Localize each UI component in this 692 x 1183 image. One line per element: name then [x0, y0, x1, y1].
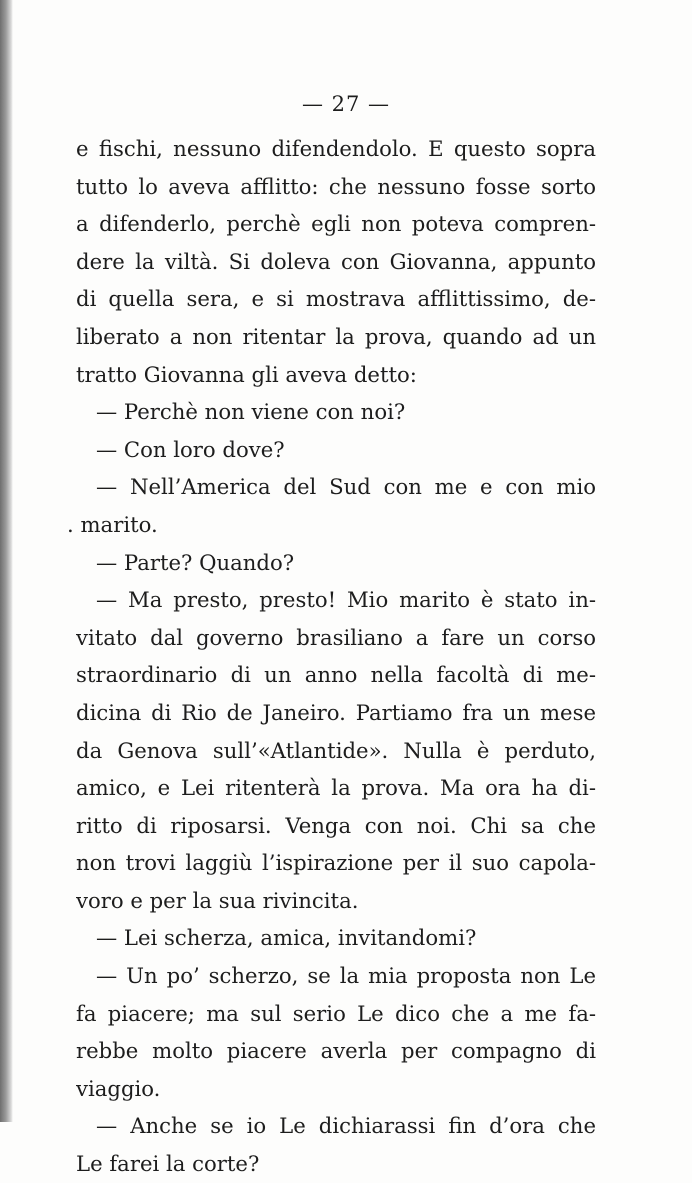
dialogue-line: — Nell’America del Sud con me e con mio: [96, 474, 596, 500]
text-line: vitato dal governo brasiliano a fare un corso: [76, 624, 596, 650]
text-line: viaggio.: [76, 1075, 161, 1101]
text-line: rebbe molto piacere averla per compagno di: [76, 1038, 596, 1064]
text-line: dicina di Rio de Janeiro. Partiamo fra un mese: [76, 699, 596, 725]
text-line: liberato a non ritentar la prova, quando ad un: [76, 323, 596, 349]
text-line: a difenderlo, perchè egli non poteva compren-: [76, 211, 596, 237]
dialogue-line: — Lei scherza, amica, invitandomi?: [96, 925, 477, 951]
dialogue-line: — Perchè non viene con noi?: [96, 399, 406, 425]
page-number: — 27 —: [301, 92, 391, 116]
text-line: straordinario di un anno nella facoltà di me-: [76, 662, 596, 688]
text-line: non trovi laggiù l’ispirazione per il suo capola-: [76, 850, 596, 876]
text-line: tratto Giovanna gli aveva detto:: [76, 361, 417, 387]
text-line: tutto lo aveva afflitto: che nessuno fosse sorto: [76, 173, 596, 199]
text-line: ritto di riposarsi. Venga con noi. Chi sa che: [76, 812, 596, 838]
dialogue-line: — Un po’ scherzo, se la mia proposta non Le: [96, 963, 596, 989]
text-line: amico, e Lei ritenterà la prova. Ma ora ha di-: [76, 775, 596, 801]
dialogue-line: — Anche se io Le dichiarassi fin d’ora che: [96, 1113, 596, 1139]
body-text: [67, 130, 596, 1183]
text-line: dere la viltà. Si doleva con Giovanna, appunto: [76, 248, 596, 274]
text-line: di quella sera, e si mostrava afflittissimo, de-: [76, 286, 596, 312]
text-line: fa piacere; ma sul serio Le dico che a me fa-: [76, 1000, 596, 1026]
text-line: voro e per la sua rivincita.: [76, 887, 359, 913]
dialogue-line: — Con loro dove?: [96, 436, 285, 462]
text-line: Le farei la corte?: [76, 1151, 260, 1177]
page-binding-edge: [0, 0, 13, 1122]
text-line: da Genova sull’«Atlantide». Nulla è perduto,: [76, 737, 596, 763]
dialogue-line: — Parte? Quando?: [96, 549, 295, 575]
text-line: e fischi, nessuno difendendolo. E questo sopra: [76, 136, 596, 161]
dialogue-line: — Ma presto, presto! Mio marito è stato in-: [96, 587, 596, 613]
text-line: . marito.: [67, 511, 158, 537]
